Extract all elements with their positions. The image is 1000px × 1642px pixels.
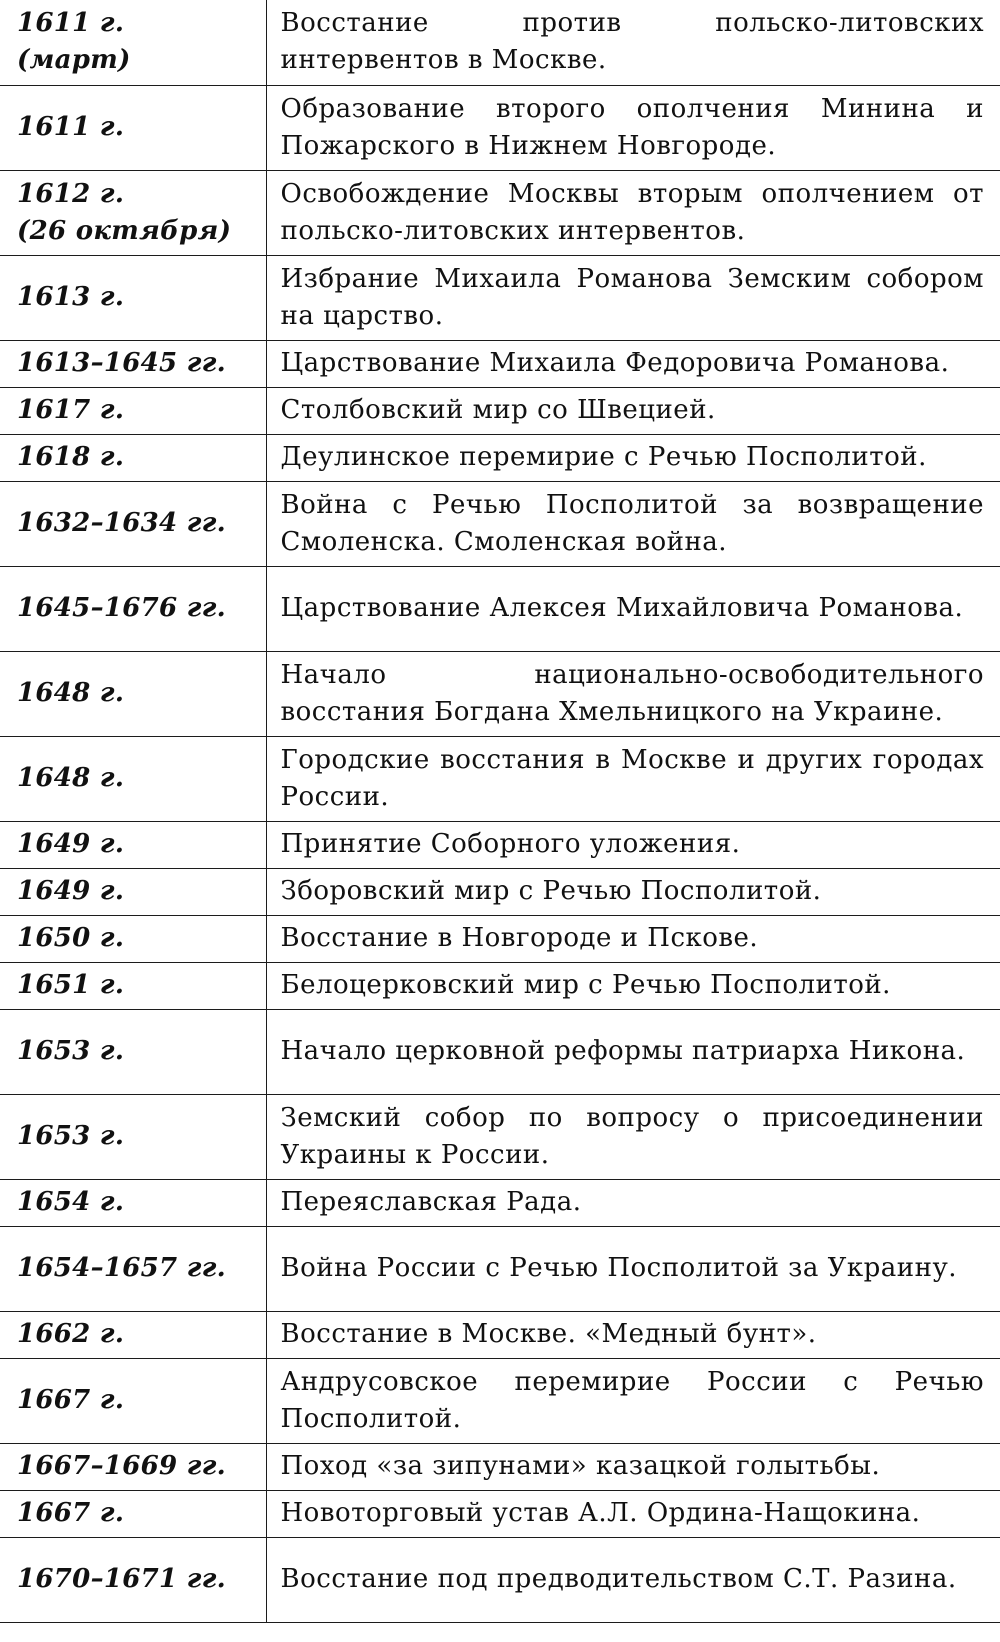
table-row xyxy=(0,868,1000,915)
table-row xyxy=(0,1009,1000,1094)
event-cell: Принятие Соборного уложения. xyxy=(266,821,1000,868)
date-cell: 1667 г. xyxy=(0,1358,266,1443)
event-cell: Белоцерковский мир с Речью Посполитой. xyxy=(266,962,1000,1009)
table-row xyxy=(0,481,1000,566)
date-cell: 1645–1676 гг. xyxy=(0,566,266,651)
event-cell: Восстание против польско-литовских интервентов в Москве. xyxy=(266,0,1000,85)
date-cell: 1654–1657 гг. xyxy=(0,1226,266,1311)
table-row xyxy=(0,434,1000,481)
date-cell: 1662 г. xyxy=(0,1311,266,1358)
date-cell: 1611 г. (март) xyxy=(0,0,266,85)
event-cell: Андрусовское перемирие России с Речью Посполитой. xyxy=(266,1358,1000,1443)
event-cell: Городские восстания в Москве и других городах России. xyxy=(266,736,1000,821)
event-cell: Зборовский мир с Речью Посполитой. xyxy=(266,868,1000,915)
event-cell: Земский собор по вопросу о присоединении Украины к России. xyxy=(266,1094,1000,1179)
date-cell: 1650 г. xyxy=(0,915,266,962)
event-cell: Царствование Михаила Федоровича Романова. xyxy=(266,340,1000,387)
event-cell: Освобождение Москвы вторым ополчением от польско-литовских интервентов. xyxy=(266,170,1000,255)
date-cell: 1667–1669 гг. xyxy=(0,1443,266,1490)
event-cell: Переяславская Рада. xyxy=(266,1179,1000,1226)
event-cell: Деулинское перемирие с Речью Посполитой. xyxy=(266,434,1000,481)
date-cell: 1612 г. (26 октября) xyxy=(0,170,266,255)
table-row xyxy=(0,566,1000,651)
table-row xyxy=(0,170,1000,255)
event-cell: Царствование Алексея Михайловича Романова. xyxy=(266,566,1000,651)
date-cell: 1613 г. xyxy=(0,255,266,340)
table-row xyxy=(0,1094,1000,1179)
event-cell: Война с Речью Посполитой за возвращение Смоленска. Смоленская война. xyxy=(266,481,1000,566)
table-row xyxy=(0,1443,1000,1490)
table-row xyxy=(0,1179,1000,1226)
event-cell: Поход «за зипунами» казацкой голытьбы. xyxy=(266,1443,1000,1490)
table-row xyxy=(0,1311,1000,1358)
date-cell: 1611 г. xyxy=(0,85,266,170)
date-cell: 1649 г. xyxy=(0,868,266,915)
date-cell: 1651 г. xyxy=(0,962,266,1009)
date-cell: 1649 г. xyxy=(0,821,266,868)
table-row xyxy=(0,1358,1000,1443)
date-cell: 1653 г. xyxy=(0,1009,266,1094)
table-row xyxy=(0,821,1000,868)
date-cell: 1648 г. xyxy=(0,651,266,736)
date-cell: 1654 г. xyxy=(0,1179,266,1226)
table-row xyxy=(0,962,1000,1009)
table-row xyxy=(0,255,1000,340)
table-row xyxy=(0,0,1000,85)
table-row xyxy=(0,85,1000,170)
table-row xyxy=(0,915,1000,962)
date-cell: 1632–1634 гг. xyxy=(0,481,266,566)
date-cell: 1670–1671 гг. xyxy=(0,1537,266,1622)
event-cell: Избрание Михаила Романова Земским собором на царство. xyxy=(266,255,1000,340)
event-cell: Война России с Речью Посполитой за Украину. xyxy=(266,1226,1000,1311)
event-cell: Столбовский мир со Швецией. xyxy=(266,387,1000,434)
table-row xyxy=(0,1226,1000,1311)
event-cell: Начало национально-освободительного восстания Богдана Хмельницкого на Украине. xyxy=(266,651,1000,736)
date-cell: 1648 г. xyxy=(0,736,266,821)
date-cell: 1617 г. xyxy=(0,387,266,434)
table-row xyxy=(0,1537,1000,1622)
table-row xyxy=(0,1490,1000,1537)
date-cell: 1667 г. xyxy=(0,1490,266,1537)
date-cell: 1618 г. xyxy=(0,434,266,481)
date-cell: 1653 г. xyxy=(0,1094,266,1179)
table-row xyxy=(0,651,1000,736)
table-row xyxy=(0,340,1000,387)
event-cell: Новоторговый устав А.Л. Ордина-Нащокина. xyxy=(266,1490,1000,1537)
table-row xyxy=(0,387,1000,434)
event-cell: Восстание под предводительством С.Т. Разина. xyxy=(266,1537,1000,1622)
event-cell: Восстание в Новгороде и Пскове. xyxy=(266,915,1000,962)
date-cell: 1613–1645 гг. xyxy=(0,340,266,387)
table-row xyxy=(0,736,1000,821)
event-cell: Восстание в Москве. «Медный бунт». xyxy=(266,1311,1000,1358)
event-cell: Начало церковной реформы патриарха Никона. xyxy=(266,1009,1000,1094)
event-cell: Образование второго ополчения Минина и Пожарского в Нижнем Новгороде. xyxy=(266,85,1000,170)
